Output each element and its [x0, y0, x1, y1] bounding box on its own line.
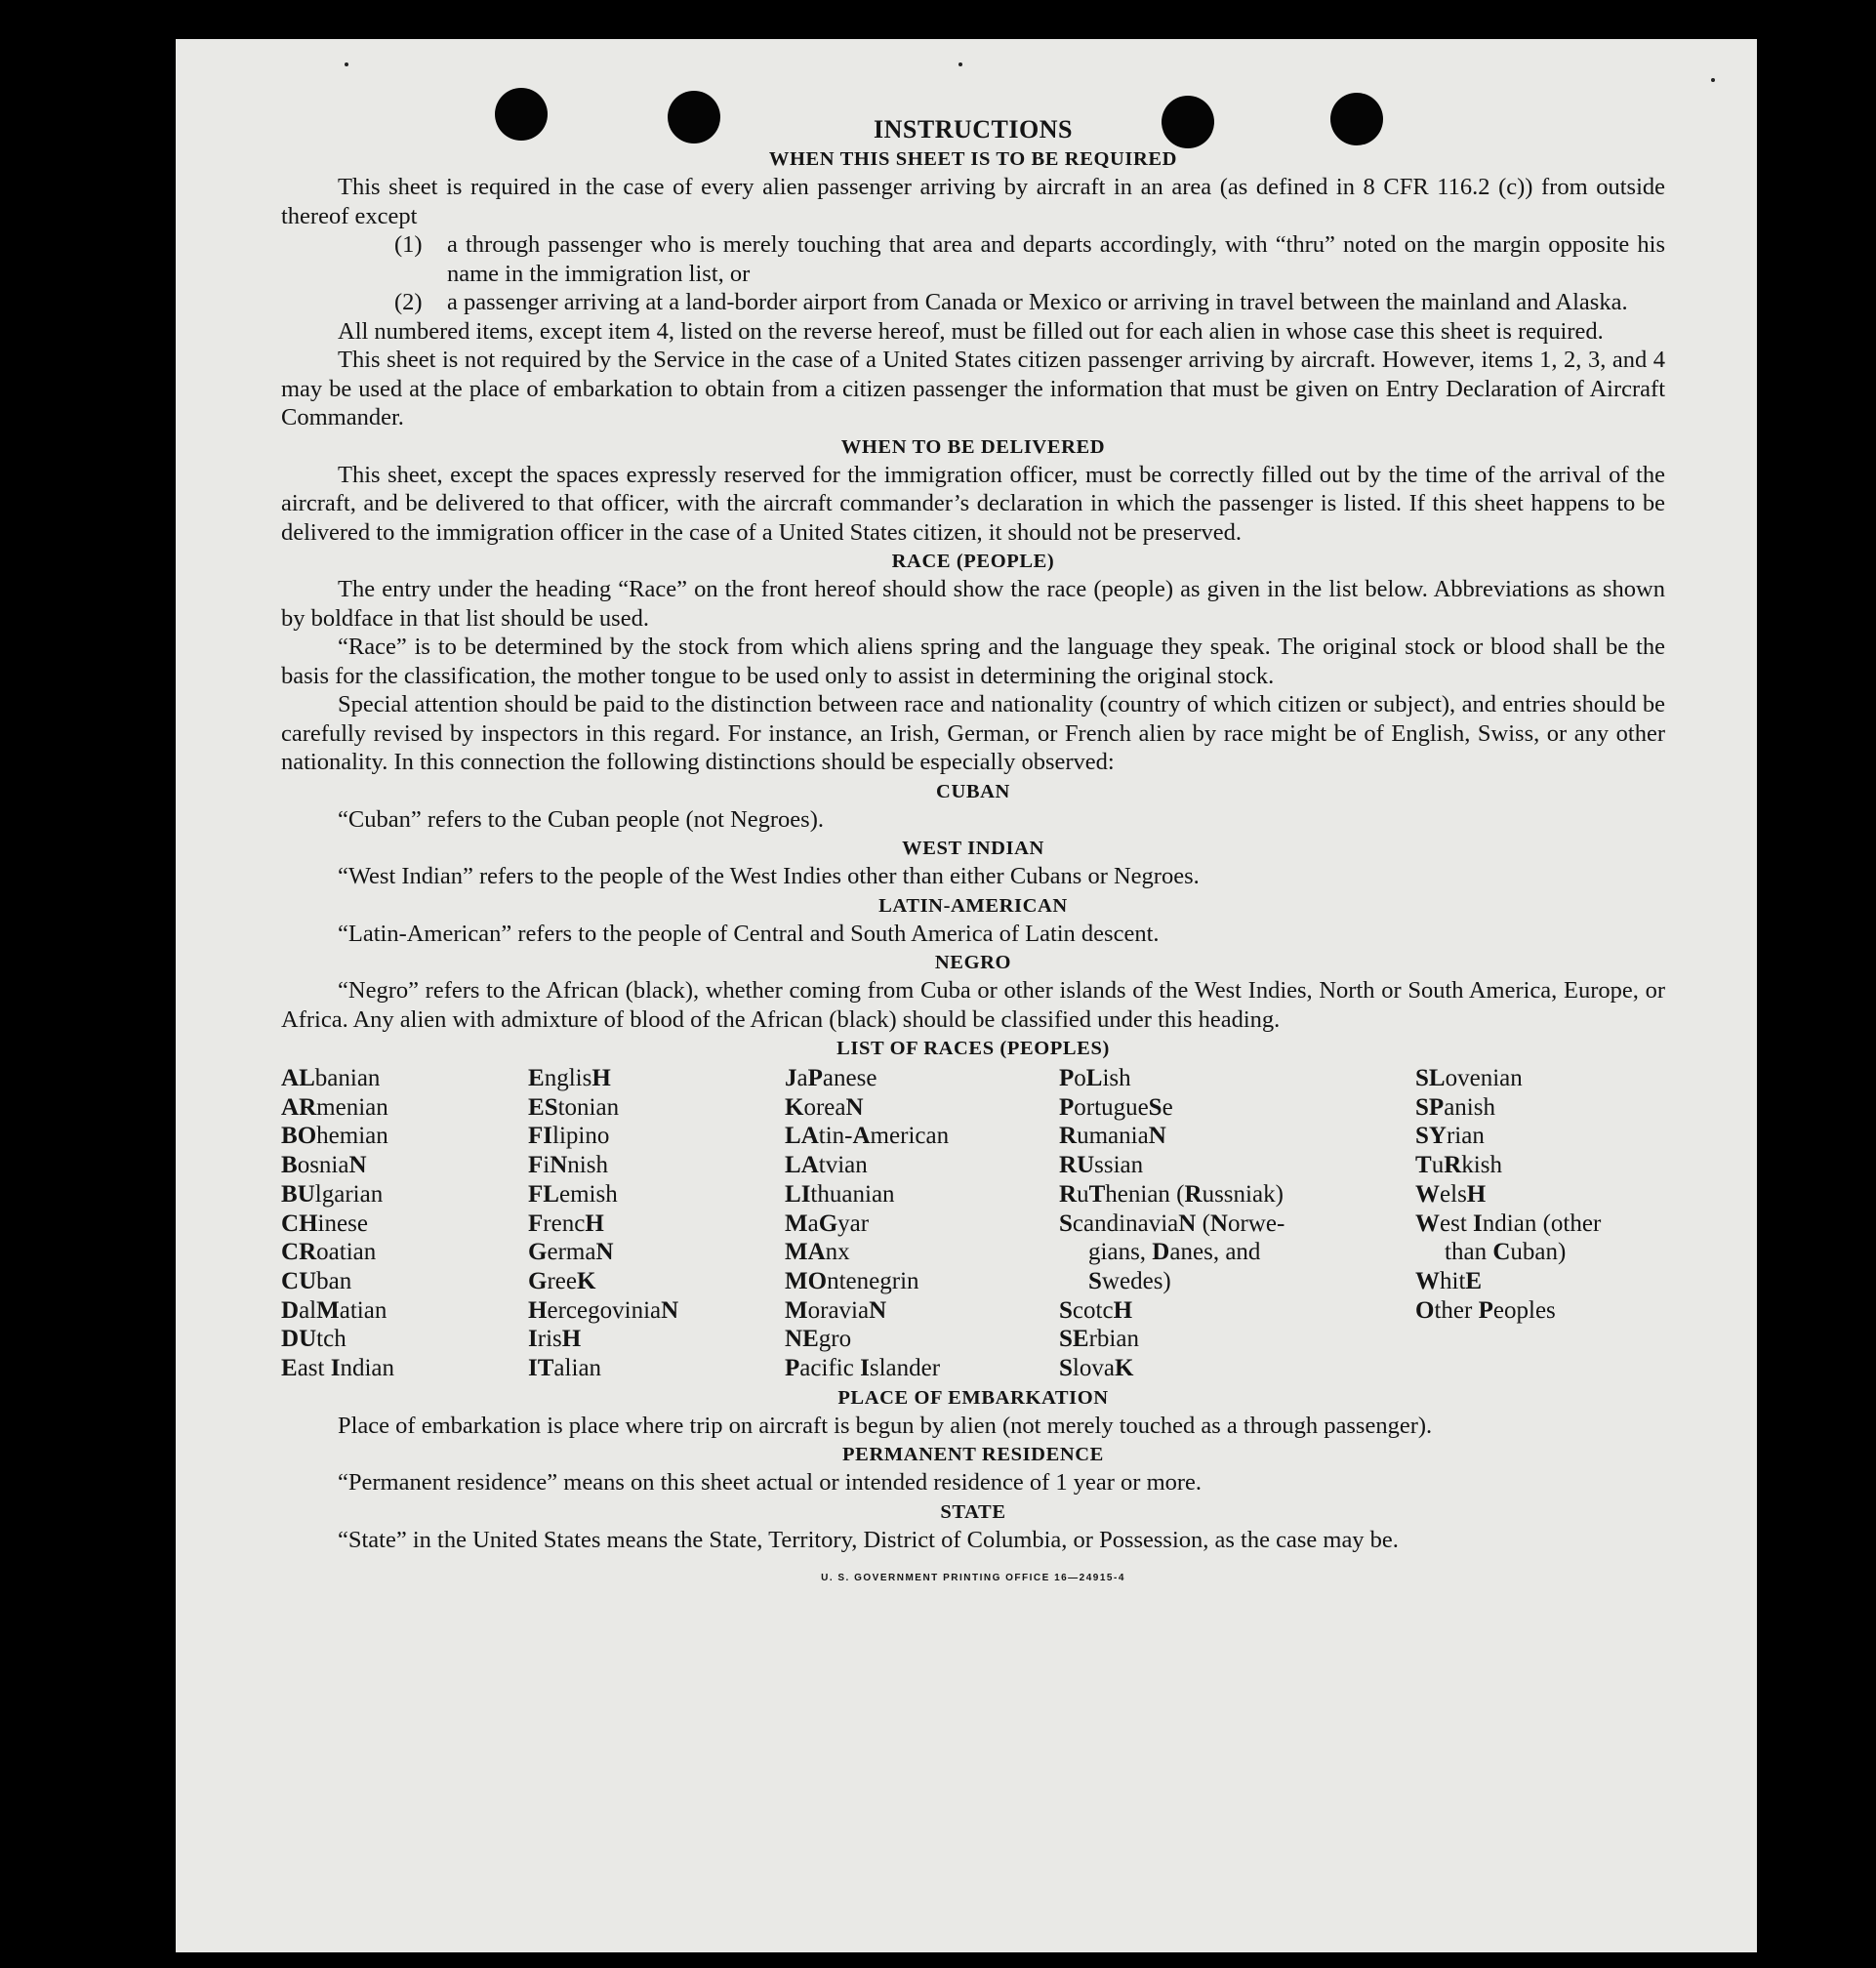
race-entry: Pacific Islander: [785, 1355, 941, 1382]
section-heading-list-of-races: LIST OF RACES (PEOPLES): [836, 1038, 1110, 1059]
paragraph: “Negro” refers to the African (black), whether coming from Cuba or other islands of the West Indies, North or South America, Europe, or Africa. Any alien with admixture of blood of the African (black) should be classified under this heading.: [281, 977, 1665, 1033]
race-entry: KoreaN: [785, 1093, 864, 1121]
section-heading-cuban: CUBAN: [936, 780, 1010, 802]
race-entry: Other Peoples: [1415, 1296, 1556, 1324]
race-entry: PortugueSe: [1059, 1093, 1173, 1121]
race-entry: gians, Danes, and: [1088, 1239, 1261, 1266]
race-entry: ScandinaviaN (Norwe-: [1059, 1210, 1285, 1237]
list-item: [394, 230, 1665, 288]
section-heading-embarkation: PLACE OF EMBARKATION: [837, 1386, 1109, 1409]
race-entry: FiNnish: [528, 1152, 608, 1179]
list-item-text: a passenger arriving at a land-border airport from Canada or Mexico or arriving in travel between the mainland and Alaska.: [447, 289, 1628, 315]
paragraph: “West Indian” refers to the people of the West Indies other than either Cubans or Negroes.: [338, 863, 1200, 889]
race-entry: TuRkish: [1415, 1152, 1502, 1179]
race-entry: GermaN: [528, 1239, 614, 1266]
races-column: [785, 1064, 1059, 1383]
race-entry: NEgro: [785, 1326, 852, 1353]
paragraph: This sheet is required in the case of every alien passenger arriving by aircraft in an area (as defined in 8 CFR 116.2 (c)) from outside thereof except: [281, 174, 1665, 229]
race-entry: MaGyar: [785, 1210, 870, 1237]
instructions-content: [281, 115, 1665, 1593]
race-entry: BosniaN: [281, 1152, 367, 1179]
section-heading-race: RACE (PEOPLE): [891, 551, 1055, 572]
race-entry: EStonian: [528, 1093, 620, 1121]
race-entry: IrisH: [528, 1326, 582, 1353]
race-entry: RuThenian (Russniak): [1059, 1180, 1284, 1208]
paragraph: “State” in the United States means the State, Territory, District of Columbia, or Possession, as the case may be.: [338, 1526, 1399, 1553]
race-entry: West Indian (other: [1415, 1210, 1602, 1237]
section-heading-state: STATE: [940, 1500, 1006, 1523]
paragraph: Special attention should be paid to the distinction between race and nationality (country of which citizen or subject), and entries should be carefully revised by inspectors in this regard. For instance, an Irish, German, or French alien by race might be of English, Swiss, or any other nationality. In this connection the following distinctions should be especially observed:: [281, 691, 1665, 775]
list-item-number: (1): [394, 231, 423, 258]
race-entry: LIthuanian: [785, 1180, 895, 1208]
races-column: [281, 1064, 528, 1383]
race-entry: CHinese: [281, 1210, 368, 1237]
race-entry: BUlgarian: [281, 1180, 384, 1208]
paragraph: The entry under the heading “Race” on the front hereof should show the race (people) as given in the list below. Abbreviations as shown by boldface in that list should be used.: [281, 576, 1665, 632]
race-entry: DUtch: [281, 1326, 347, 1353]
race-entry: PoLish: [1059, 1065, 1131, 1091]
paragraph: All numbered items, except item 4, listed on the reverse hereof, must be filled out for each alien in whose case this sheet is required.: [338, 317, 1604, 345]
section-heading-residence: PERMANENT RESIDENCE: [842, 1444, 1104, 1466]
race-entry: SYrian: [1415, 1123, 1485, 1150]
speck-mark: [345, 62, 348, 66]
race-entry: FLemish: [528, 1180, 618, 1208]
race-entry: LAtvian: [785, 1152, 868, 1179]
race-entry: SlovaK: [1059, 1355, 1134, 1382]
printer-imprint: U. S. GOVERNMENT PRINTING OFFICE 16—24915-4: [821, 1573, 1125, 1584]
list-item: [394, 288, 1665, 317]
race-entry: SPanish: [1415, 1093, 1495, 1121]
race-entry: ITalian: [528, 1355, 602, 1382]
race-entry: JaPanese: [785, 1065, 877, 1091]
section-heading-west-indian: WEST INDIAN: [902, 838, 1044, 859]
race-entry: ScotcH: [1059, 1296, 1133, 1324]
race-entry: SErbian: [1059, 1326, 1139, 1353]
race-entry: FIlipino: [528, 1123, 610, 1150]
list-item-text: a through passenger who is merely touching that area and departs accordingly, with “thru” noted on the margin opposite his name in the immigration list, or: [447, 231, 1665, 287]
race-entry: Swedes): [1088, 1267, 1171, 1294]
race-entry: WhitE: [1415, 1267, 1483, 1294]
race-entry: HercegoviniaN: [528, 1296, 679, 1324]
race-entry: RUssian: [1059, 1152, 1144, 1179]
race-entry: MoraviaN: [785, 1296, 887, 1324]
speck-mark: [958, 62, 962, 66]
races-list: [281, 1064, 1665, 1383]
race-entry: BOhemian: [281, 1123, 388, 1150]
race-entry: CUban: [281, 1267, 352, 1294]
race-entry: than Cuban): [1445, 1239, 1567, 1266]
race-entry: SLovenian: [1415, 1065, 1523, 1091]
races-column: [1415, 1064, 1665, 1383]
document-sheet: [176, 39, 1757, 1952]
race-entry: WelsH: [1415, 1180, 1487, 1208]
paragraph: This sheet, except the spaces expressly reserved for the immigration officer, must be correctly filled out by the time of the arrival of the aircraft, and be delivered to that officer, with the aircraft commander’s declaration in which the passenger is listed. If this sheet happens to be delivered to the immigration officer in the case of a United States citizen, it should not be preserved.: [281, 461, 1665, 546]
race-entry: MAnx: [785, 1239, 850, 1266]
race-entry: GreeK: [528, 1267, 596, 1294]
race-entry: ARmenian: [281, 1093, 388, 1121]
race-entry: East Indian: [281, 1355, 395, 1382]
races-column: [528, 1064, 785, 1383]
race-entry: MOntenegrin: [785, 1267, 919, 1294]
paragraph: “Race” is to be determined by the stock from which aliens spring and the language they speak. The original stock or blood shall be the basis for the classification, the mother tongue to be used only to assist in determining the original stock.: [281, 634, 1665, 689]
section-heading-required: WHEN THIS SHEET IS TO BE REQUIRED: [768, 148, 1178, 170]
section-heading-negro: NEGRO: [934, 952, 1012, 973]
speck-mark: [1711, 78, 1715, 82]
section-heading-latin-american: LATIN-AMERICAN: [878, 894, 1068, 917]
paragraph: “Latin-American” refers to the people of Central and South America of Latin descent.: [338, 920, 1160, 947]
paragraph: “Permanent residence” means on this sheet actual or intended residence of 1 year or more.: [338, 1469, 1203, 1496]
race-entry: FrencH: [528, 1210, 604, 1237]
races-column: [1059, 1064, 1415, 1383]
paragraph: This sheet is not required by the Service in the case of a United States citizen passenger arriving by aircraft. However, items 1, 2, 3, and 4 may be used at the place of embarkation to obtain from a citizen passenger the information that must be given on Entry Declaration of Aircraft Commander.: [281, 347, 1665, 430]
race-entry: LAtin-American: [785, 1123, 950, 1150]
paragraph: Place of embarkation is place where trip on aircraft is begun by alien (not merely touched as a through passenger).: [338, 1412, 1433, 1439]
race-entry: DalMatian: [281, 1296, 387, 1324]
race-entry: ALbanian: [281, 1065, 381, 1091]
paragraph: “Cuban” refers to the Cuban people (not Negroes).: [338, 805, 824, 833]
race-entry: CRoatian: [281, 1239, 377, 1266]
section-heading-delivered: WHEN TO BE DELIVERED: [840, 435, 1106, 458]
list-item-number: (2): [394, 289, 423, 315]
race-entry: RumaniaN: [1059, 1123, 1166, 1150]
page-title: INSTRUCTIONS: [874, 115, 1073, 144]
race-entry: EnglisH: [528, 1065, 611, 1091]
